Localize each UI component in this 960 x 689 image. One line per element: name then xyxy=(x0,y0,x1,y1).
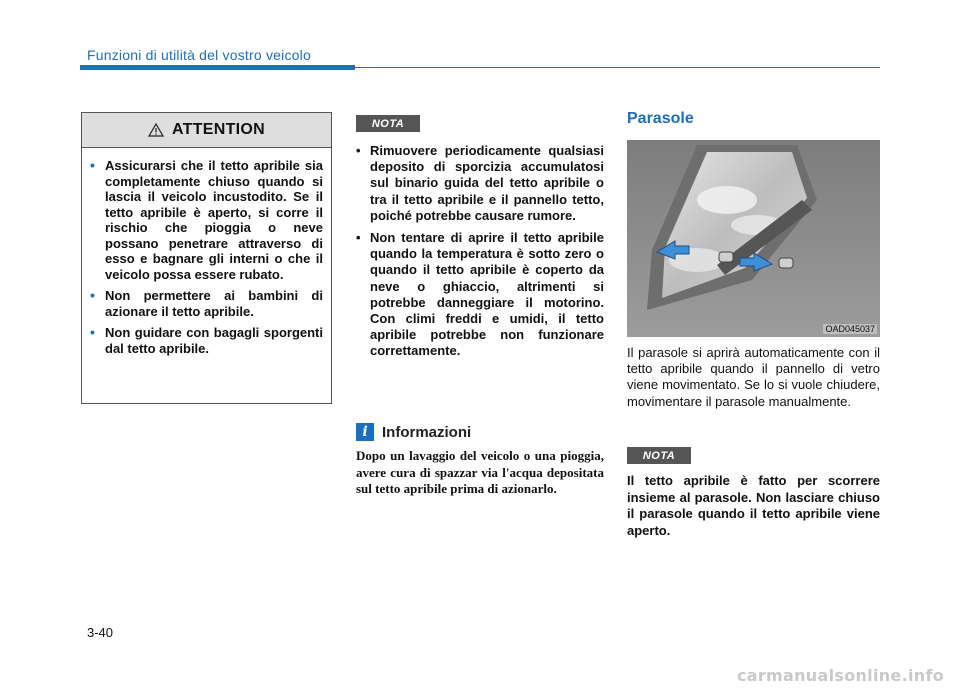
header-title: Funzioni di utilità del vostro veicolo xyxy=(87,47,311,63)
attention-box xyxy=(81,112,332,404)
watermark: carmanualsonline.info xyxy=(736,666,944,685)
warning-icon xyxy=(148,123,164,137)
attention-list xyxy=(82,148,331,356)
sunshade-note: Il tetto apribile è fatto per scorrere insieme al parasole. Non lasciare chiuso il parasole quando il tetto apribile viene aperto. xyxy=(627,473,880,538)
attention-item: • Non guidare con bagagli sporgenti dal tetto apribile. xyxy=(90,325,323,356)
note-list xyxy=(356,143,604,366)
section-title: Parasole xyxy=(627,110,694,127)
attention-item: • Assicurarsi che il tetto apribile sia completamente chiuso quando si lascia il veicolo incustodito. Se il tetto apribile è aperto, si corre il rischio che pioggia o neve possano penetrare attraverso di esso e bagnare gli interni o che il veicolo possa essere rubato. xyxy=(90,158,323,282)
info-title: Informazioni xyxy=(382,423,472,441)
header-accent-bar xyxy=(80,65,355,70)
sunshade-paragraph: Il parasole si aprirà automaticamente con il tetto apribile quando il pannello di vetro viene movimentato. Se lo si vuole chiudere, movimentare il parasole manualmente. xyxy=(627,345,880,409)
nota-badge: NOTA xyxy=(356,115,420,132)
header-rule xyxy=(355,67,880,68)
nota-badge-right: NOTA xyxy=(627,447,691,464)
page-number: 3-40 xyxy=(87,625,114,640)
note-item: • Rimuovere periodicamente qualsiasi deposito di sporcizia accumulatosi sul binario guida del tetto apribile o tra il tetto apribile e il pannello tetto, poiché potrebbe causare rumore. xyxy=(356,143,604,224)
attention-title: ATTENTION xyxy=(171,121,266,138)
attention-header xyxy=(82,113,331,148)
attention-item: • Non permettere ai bambini di azionare il tetto apribile. xyxy=(90,288,323,319)
note-item: • Non tentare di aprire il tetto apribile quando la temperatura è sotto zero o quando il tetto apribile è coperto da neve o ghiaccio, altrimenti si potrebbe danneggiare il motorino. Con climi freddi e umidi, il tetto apribile potrebbe non funzionare correttamente. xyxy=(356,230,604,360)
image-code: OAD045037 xyxy=(825,324,875,334)
info-icon: i xyxy=(356,423,374,441)
info-heading xyxy=(356,423,471,441)
info-text: Dopo un lavaggio del veicolo o una pioggia, avere cura di spazzar via l'acqua depositata sul tetto apribile prima di azionarlo. xyxy=(356,448,604,496)
sunshade-photo xyxy=(627,140,880,337)
